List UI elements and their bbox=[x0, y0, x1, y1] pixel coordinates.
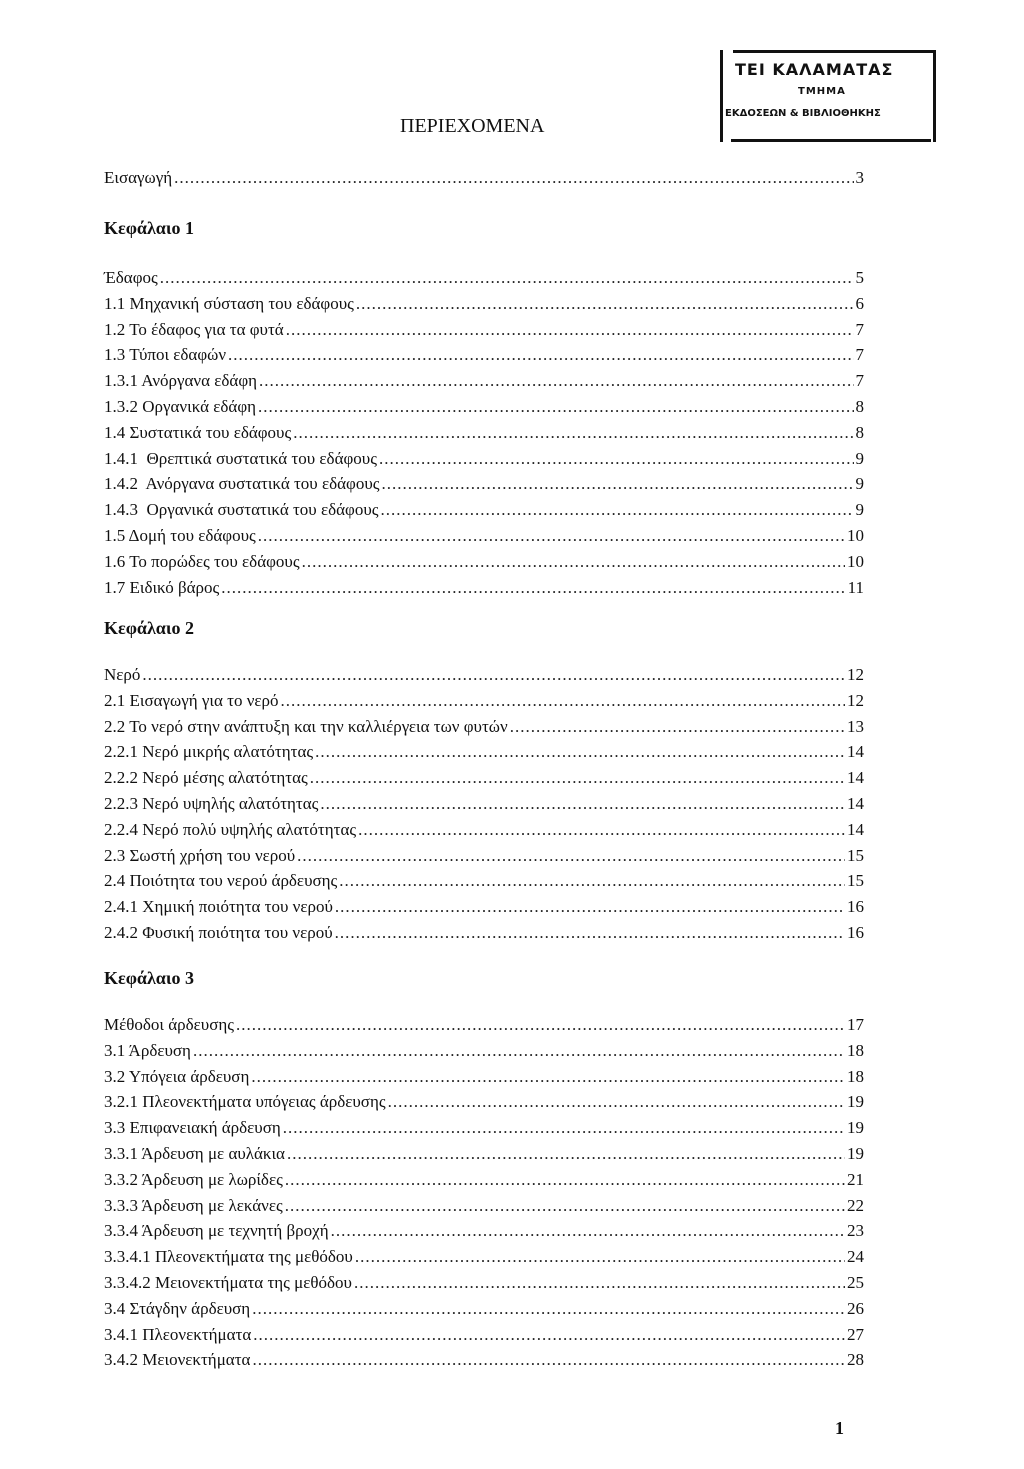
dot-leader bbox=[339, 871, 845, 891]
toc-entry[interactable] bbox=[104, 1350, 864, 1376]
dot-leader bbox=[379, 449, 854, 469]
toc-entry-label: 2.2.1 Νερό μικρής αλατότητας bbox=[104, 742, 314, 761]
toc-entry[interactable] bbox=[104, 1067, 864, 1093]
toc-entry-page: 15 bbox=[847, 846, 864, 865]
dot-leader bbox=[315, 742, 845, 762]
toc-entry-page: 14 bbox=[847, 820, 864, 839]
toc-entry[interactable] bbox=[104, 871, 864, 897]
dot-leader bbox=[388, 1092, 845, 1112]
toc-entry[interactable] bbox=[104, 1221, 864, 1247]
toc-entry[interactable] bbox=[104, 1196, 864, 1222]
dot-leader bbox=[160, 268, 854, 288]
toc-entry[interactable] bbox=[104, 1170, 864, 1196]
page-title: ΠΕΡΙΕΧΟΜΕΝΑ bbox=[400, 115, 545, 137]
toc-entry-page: 22 bbox=[847, 1196, 864, 1215]
dot-leader bbox=[228, 345, 853, 365]
toc-entry-page: 15 bbox=[847, 871, 864, 890]
toc-entry-page: 19 bbox=[847, 1118, 864, 1137]
toc-entry[interactable] bbox=[104, 846, 864, 872]
toc-entry-page: 19 bbox=[847, 1092, 864, 1111]
toc-entry[interactable] bbox=[104, 1325, 864, 1351]
toc-entry-label: 1.4 Συστατικά του εδάφους bbox=[104, 423, 292, 442]
toc-entry-label: Εισαγωγή bbox=[104, 168, 173, 187]
toc-entry-label: 1.3 Τύποι εδαφών bbox=[104, 345, 227, 364]
toc-entry-page: 28 bbox=[847, 1350, 864, 1369]
dot-leader bbox=[302, 552, 845, 572]
toc-entry-page: 9 bbox=[855, 449, 864, 468]
library-stamp bbox=[720, 50, 936, 142]
dot-leader bbox=[281, 691, 845, 711]
chapter-heading: Κεφάλαιο 3 bbox=[104, 968, 194, 988]
dot-leader bbox=[174, 168, 853, 188]
toc-entry[interactable] bbox=[104, 923, 864, 949]
toc-entry-label: 3.1 Άρδευση bbox=[104, 1041, 191, 1060]
toc-entry-page: 13 bbox=[847, 717, 864, 736]
toc-entry-label: 3.3.2 Άρδευση με λωρίδες bbox=[104, 1170, 283, 1189]
toc-entry-label: 3.4.1 Πλεονεκτήματα bbox=[104, 1325, 252, 1344]
toc-entry[interactable] bbox=[104, 449, 864, 475]
toc-entry-page: 5 bbox=[855, 268, 864, 287]
toc-entry-label: 1.7 Ειδικό βάρος bbox=[104, 578, 220, 597]
toc-entry-page: 12 bbox=[847, 665, 864, 684]
toc-entry[interactable] bbox=[104, 294, 864, 320]
toc-entry-label: Νερό bbox=[104, 665, 141, 684]
toc-entry-label: 2.2.2 Νερό μέσης αλατότητας bbox=[104, 768, 308, 787]
stamp-bottom-rule bbox=[731, 139, 931, 142]
toc-entry-page: 27 bbox=[847, 1325, 864, 1344]
toc-entry-label: Μέθοδοι άρδευσης bbox=[104, 1015, 234, 1034]
dot-leader bbox=[320, 794, 845, 814]
toc-entry-intro[interactable] bbox=[104, 168, 864, 194]
toc-entry-label: 3.4.2 Μειονεκτήματα bbox=[104, 1350, 251, 1369]
toc-entry-label: 3.4 Στάγδην άρδευση bbox=[104, 1299, 251, 1318]
toc-entry-label: 3.3.4.1 Πλεονεκτήματα της μεθόδου bbox=[104, 1247, 353, 1266]
toc-entry-label: 3.3.3 Άρδευση με λεκάνες bbox=[104, 1196, 283, 1215]
toc-entry[interactable] bbox=[104, 691, 864, 717]
toc-entry-page: 11 bbox=[847, 578, 864, 597]
toc-entry-label: Έδαφος bbox=[104, 268, 158, 287]
toc-entry-page: 17 bbox=[847, 1015, 864, 1034]
dot-leader bbox=[285, 1196, 845, 1216]
dot-leader bbox=[335, 897, 845, 917]
toc-entry[interactable] bbox=[104, 717, 864, 743]
toc-entry-page: 19 bbox=[847, 1144, 864, 1163]
dot-leader bbox=[236, 1015, 845, 1035]
dot-leader bbox=[286, 320, 854, 340]
dot-leader bbox=[382, 474, 854, 494]
toc-entry-label: 2.2.3 Νερό υψηλής αλατότητας bbox=[104, 794, 319, 813]
toc-entry-page: 14 bbox=[847, 794, 864, 813]
toc-entry-label: 3.2 Υπόγεια άρδευση bbox=[104, 1067, 250, 1086]
dot-leader bbox=[193, 1041, 845, 1061]
stamp-division: ΕΚΔΟΣΕΩΝ & ΒΙΒΛΙΟΘΗΚΗΣ bbox=[725, 108, 881, 119]
toc-entry[interactable] bbox=[104, 1041, 864, 1067]
toc-entry[interactable] bbox=[104, 1144, 864, 1170]
toc-entry[interactable] bbox=[104, 665, 864, 691]
toc-entry-page: 25 bbox=[847, 1273, 864, 1292]
toc-entry[interactable] bbox=[104, 742, 864, 768]
dot-leader bbox=[259, 371, 853, 391]
dot-leader bbox=[251, 1067, 845, 1087]
toc-entry[interactable] bbox=[104, 1118, 864, 1144]
toc-entry[interactable] bbox=[104, 1015, 864, 1041]
dot-leader bbox=[142, 665, 845, 685]
stamp-institution: ΤΕΙ ΚΑΛΑΜΑΤΑΣ bbox=[735, 60, 894, 79]
toc-entry[interactable] bbox=[104, 526, 864, 552]
toc-entry[interactable] bbox=[104, 397, 864, 423]
toc-entry-label: 3.2.1 Πλεονεκτήματα υπόγειας άρδευσης bbox=[104, 1092, 386, 1111]
toc-entry[interactable] bbox=[104, 1299, 864, 1325]
toc-entry-label: 2.4 Ποιότητα του νερού άρδευσης bbox=[104, 871, 338, 890]
page-number: 1 bbox=[835, 1418, 844, 1438]
toc-entry-page: 6 bbox=[855, 294, 864, 313]
toc-entry-label: 2.4.1 Χημική ποιότητα του νερού bbox=[104, 897, 333, 916]
toc-entry-label: 1.3.1 Ανόργανα εδάφη bbox=[104, 371, 258, 390]
toc-entry-page: 8 bbox=[855, 397, 864, 416]
dot-leader bbox=[253, 1325, 845, 1345]
toc-entry[interactable] bbox=[104, 768, 864, 794]
dot-leader bbox=[252, 1299, 845, 1319]
dot-leader bbox=[355, 1247, 845, 1267]
toc-entry[interactable] bbox=[104, 1247, 864, 1273]
toc-entry-page: 10 bbox=[847, 552, 864, 571]
toc-entry-page: 26 bbox=[847, 1299, 864, 1318]
toc-entry-page: 8 bbox=[855, 423, 864, 442]
dot-leader bbox=[258, 526, 845, 546]
dot-leader bbox=[358, 820, 845, 840]
toc-entry-label: 2.2.4 Νερό πολύ υψηλής αλατότητας bbox=[104, 820, 357, 839]
toc-entry[interactable] bbox=[104, 1092, 864, 1118]
toc-entry-label: 1.4.1 Θρεπτικά συστατικά του εδάφους bbox=[104, 449, 377, 468]
toc-entry-page: 3 bbox=[855, 168, 864, 187]
toc-entry-page: 14 bbox=[847, 742, 864, 761]
toc-entry-label: 1.6 Το πορώδες του εδάφους bbox=[104, 552, 300, 571]
toc-entry-page: 7 bbox=[855, 371, 864, 390]
toc-entry[interactable] bbox=[104, 1273, 864, 1299]
toc-entry-label: 1.4.3 Οργανικά συστατικά του εδάφους bbox=[104, 500, 379, 519]
toc-entry-label: 3.3 Επιφανειακή άρδευση bbox=[104, 1118, 281, 1137]
dot-leader bbox=[283, 1118, 845, 1138]
dot-leader bbox=[510, 717, 845, 737]
stamp-department: ΤΜΗΜΑ bbox=[798, 86, 846, 97]
toc-entry-page: 7 bbox=[855, 320, 864, 339]
dot-leader bbox=[221, 578, 845, 598]
toc-entry-page: 14 bbox=[847, 768, 864, 787]
toc-entry-page: 16 bbox=[847, 897, 864, 916]
toc-entry[interactable] bbox=[104, 897, 864, 923]
toc-entry-label: 1.5 Δομή του εδάφους bbox=[104, 526, 256, 545]
toc-entry-label: 1.4.2 Ανόργανα συστατικά του εδάφους bbox=[104, 474, 380, 493]
toc-entry[interactable] bbox=[104, 345, 864, 371]
toc-entry[interactable] bbox=[104, 268, 864, 294]
toc-entry-label: 2.4.2 Φυσική ποιότητα του νερού bbox=[104, 923, 333, 942]
dot-leader bbox=[287, 1144, 845, 1164]
dot-leader bbox=[258, 397, 853, 417]
toc-entry-page: 18 bbox=[847, 1067, 864, 1086]
toc-entry[interactable] bbox=[104, 320, 864, 346]
toc-entry-page: 9 bbox=[855, 500, 864, 519]
toc-entry-page: 12 bbox=[847, 691, 864, 710]
toc-entry-page: 16 bbox=[847, 923, 864, 942]
toc-entry-label: 1.2 Το έδαφος για τα φυτά bbox=[104, 320, 284, 339]
dot-leader bbox=[285, 1170, 845, 1190]
toc-entry-label: 2.3 Σωστή χρήση του νερού bbox=[104, 846, 296, 865]
toc-entry-page: 21 bbox=[847, 1170, 864, 1189]
toc-entry-page: 24 bbox=[847, 1247, 864, 1266]
toc-entry[interactable] bbox=[104, 794, 864, 820]
toc-entry[interactable] bbox=[104, 578, 864, 604]
toc-entry-page: 18 bbox=[847, 1041, 864, 1060]
toc-entry[interactable] bbox=[104, 820, 864, 846]
toc-entry-label: 2.1 Εισαγωγή για το νερό bbox=[104, 691, 279, 710]
toc-entry-page: 7 bbox=[855, 345, 864, 364]
toc-entry-page: 9 bbox=[855, 474, 864, 493]
dot-leader bbox=[297, 846, 845, 866]
toc-entry-label: 3.3.4.2 Μειονεκτήματα της μεθόδου bbox=[104, 1273, 352, 1292]
stamp-top-rule bbox=[733, 50, 933, 53]
toc-entry[interactable] bbox=[104, 423, 864, 449]
chapter-heading: Κεφάλαιο 2 bbox=[104, 618, 194, 638]
dot-leader bbox=[331, 1221, 845, 1241]
chapter-heading: Κεφάλαιο 1 bbox=[104, 218, 194, 238]
toc-entry-label: 3.3.4 Άρδευση με τεχνητή βροχή bbox=[104, 1221, 329, 1240]
toc-entry-label: 2.2 Το νερό στην ανάπτυξη και την καλλιέργεια των φυτών bbox=[104, 717, 508, 736]
dot-leader bbox=[310, 768, 845, 788]
toc-entry-label: 1.1 Μηχανική σύσταση του εδάφους bbox=[104, 294, 354, 313]
toc-entry[interactable] bbox=[104, 552, 864, 578]
toc-entry[interactable] bbox=[104, 371, 864, 397]
toc-entry-label: 1.3.2 Οργανικά εδάφη bbox=[104, 397, 257, 416]
toc-entry-page: 10 bbox=[847, 526, 864, 545]
dot-leader bbox=[381, 500, 854, 520]
dot-leader bbox=[252, 1350, 845, 1370]
dot-leader bbox=[356, 294, 854, 314]
toc-entry[interactable] bbox=[104, 474, 864, 500]
dot-leader bbox=[354, 1273, 845, 1293]
dot-leader bbox=[293, 423, 853, 443]
toc-entry-label: 3.3.1 Άρδευση με αυλάκια bbox=[104, 1144, 285, 1163]
toc-entry[interactable] bbox=[104, 500, 864, 526]
toc-entry-page: 23 bbox=[847, 1221, 864, 1240]
dot-leader bbox=[335, 923, 845, 943]
